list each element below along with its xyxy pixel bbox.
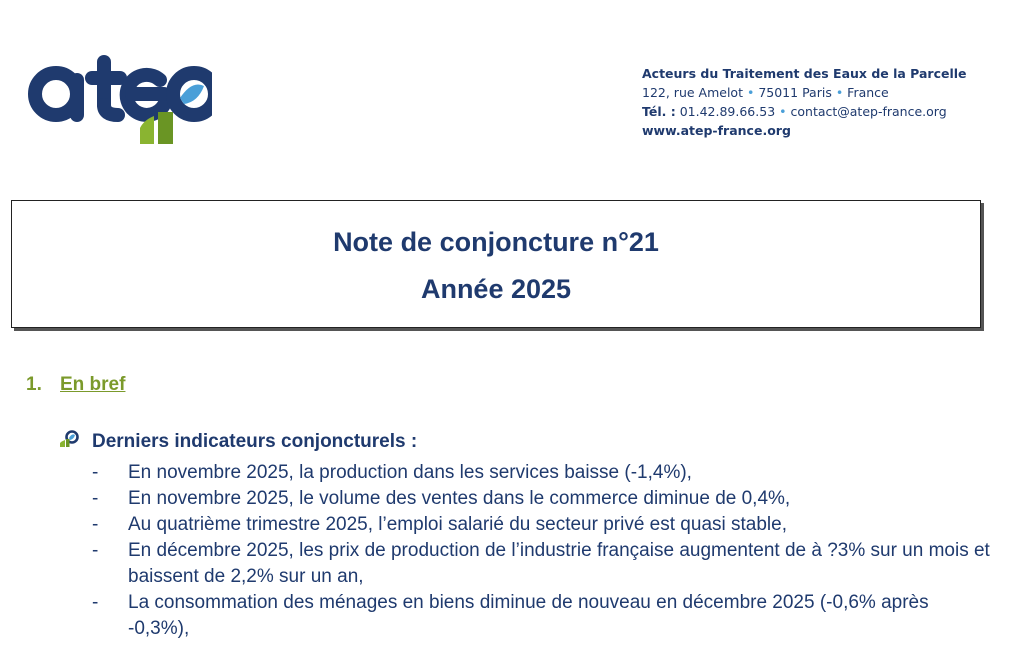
subheading [58,430,417,454]
dash-bullet: - [92,540,99,561]
atep-logo [22,50,212,150]
separator-dot: • [746,85,755,100]
list-item [92,590,992,642]
section-heading [26,374,125,396]
dash-bullet: - [92,592,99,613]
separator-dot: • [779,104,787,119]
website-link[interactable]: www.atep-france.org [642,123,791,138]
list-item-text: En décembre 2025, les prix de production de l’industrie française augmentent de à ?3% sur un mois et baissent de 2,2% sur un an, [128,540,990,587]
organization-info [642,64,967,140]
list-item [92,538,992,590]
list-item [92,512,992,538]
address-country: France [847,85,889,100]
list-item-text: Au quatrième trimestre 2025, l’emploi salarié du secteur privé est quasi stable, [128,514,787,535]
section-label: En bref [60,374,126,395]
address-street: 122, rue Amelot [642,85,743,100]
tel-label: Tél. : [642,104,676,119]
dash-bullet: - [92,488,99,509]
subheading-text: Derniers indicateurs conjoncturels : [92,431,418,453]
organization-address [642,83,967,102]
section-number: 1. [26,374,42,395]
list-item-text: La consommation des ménages en biens diminue de nouveau en décembre 2025 (-0,6% après -0,3%), [128,592,929,639]
tel-value: 01.42.89.66.53 [679,104,776,119]
document-title: Note de conjoncture n°21 [333,227,659,257]
title-box [11,200,981,328]
list-item [92,460,992,486]
organization-contact [642,102,967,121]
atep-bullet-icon [58,430,92,454]
email-link[interactable]: contact@atep-france.org [790,104,947,119]
address-city: 75011 Paris [758,85,832,100]
separator-dot: • [835,85,844,100]
dash-bullet: - [92,514,99,535]
list-item [92,486,992,512]
dash-bullet: - [92,462,99,483]
document-year: Année 2025 [420,274,572,304]
indicator-list [92,460,992,642]
list-item-text: En novembre 2025, le volume des ventes dans le commerce diminue de 0,4%, [128,488,791,509]
list-item-text: En novembre 2025, la production dans les services baisse (-1,4%), [128,462,692,483]
organization-name: Acteurs du Traitement des Eaux de la Parcelle [642,66,967,81]
